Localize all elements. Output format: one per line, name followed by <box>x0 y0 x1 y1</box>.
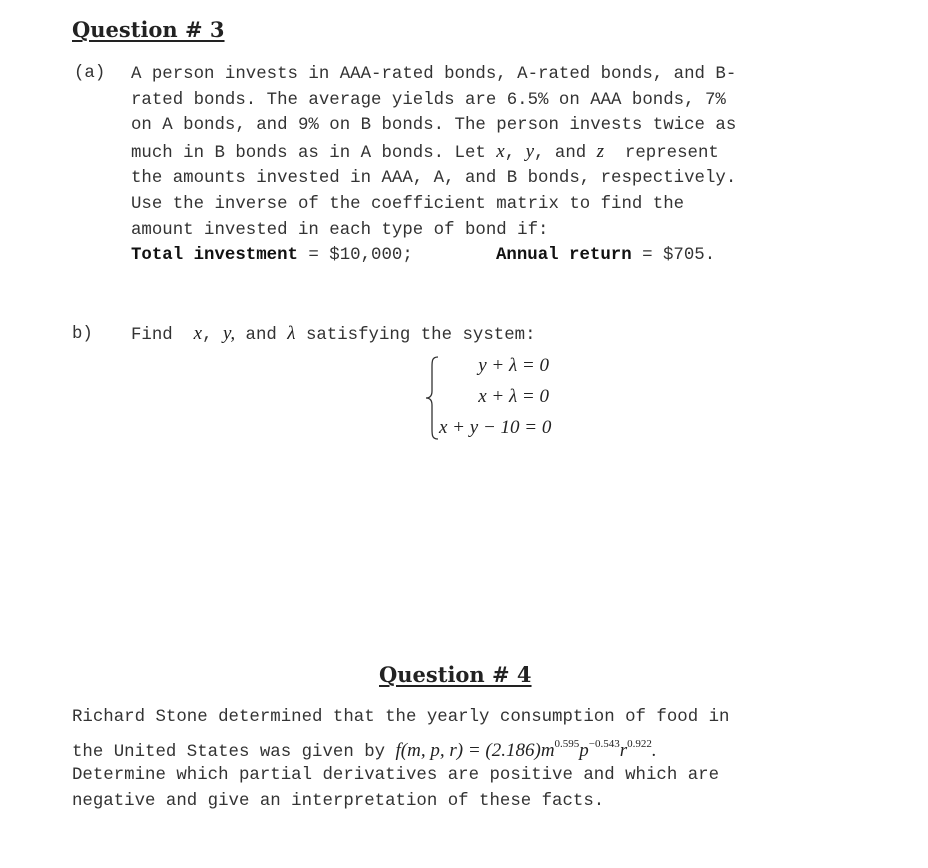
part-a-line-2: rated bonds. The average yields are 6.5% on AAA bonds, 7% <box>131 91 726 110</box>
question-4-line-2 <box>72 738 657 762</box>
equation-2: x + λ = 0 <box>478 386 549 407</box>
formula-lhs: f(m, p, r) = (2.186) <box>395 740 541 761</box>
equation-3: x + y − 10 = 0 <box>439 417 552 438</box>
part-a-line-1: A person invests in AAA-rated bonds, A-rated bonds, and B- <box>131 65 737 84</box>
question-4-line-4: negative and give an interpretation of these facts. <box>72 792 605 811</box>
var-x: x <box>496 141 505 162</box>
question-3-title: Question # 3 <box>72 17 225 42</box>
var-y: y <box>525 141 535 162</box>
annual-return-label: Annual return <box>496 246 632 265</box>
represent-word: represent <box>624 144 719 163</box>
part-a-line-7: amount invested in each type of bond if: <box>131 221 549 240</box>
part-a-line-3: on A bonds, and 9% on B bonds. The person invests twice as <box>131 116 737 135</box>
var-lambda: λ <box>287 323 296 344</box>
formula-p: p <box>579 740 589 761</box>
part-b-label: b) <box>72 325 93 344</box>
part-a-line-4: much in B bonds as in A bonds. Let x, y, and z represent <box>131 141 719 163</box>
var-x: x <box>193 323 203 344</box>
formula-m: m <box>540 740 555 761</box>
formula-end: . <box>651 740 657 761</box>
var-y: y, <box>222 323 236 344</box>
annual-return-value: = $705. <box>642 246 716 265</box>
part-a-line-4-text: much in B bonds as in A bonds. Let <box>131 144 486 163</box>
question-4-line-1: Richard Stone determined that the yearly consumption of food in <box>72 708 730 727</box>
part-b-prompt: Find x, y, and λ satisfying the system: <box>131 323 536 345</box>
formula-r: r <box>619 740 628 761</box>
system-tail: satisfying the system: <box>305 326 536 345</box>
part-a-label: (a) <box>74 64 106 83</box>
formula-m-exp: 0.595 <box>554 738 580 750</box>
and-word: and <box>554 144 587 163</box>
total-investment-value: = $10,000; <box>308 246 413 265</box>
question-4-title: Question # 4 <box>379 662 532 687</box>
formula-p-exp: −0.543 <box>588 738 620 750</box>
and-word: and <box>245 326 277 345</box>
part-a-line-6: Use the inverse of the coefficient matrix to find the <box>131 195 685 214</box>
total-investment-label: Total investment <box>131 246 298 265</box>
var-z: z <box>596 141 605 162</box>
food-formula <box>396 740 657 761</box>
find-word: Find <box>131 326 173 345</box>
equation-1: y + λ = 0 <box>478 355 549 376</box>
question-4-line-2-text: the United States was given by <box>72 743 386 762</box>
part-a-conditions <box>131 243 413 268</box>
formula-r-exp: 0.922 <box>627 738 652 750</box>
question-4-line-3: Determine which partial derivatives are positive and which are <box>72 766 720 785</box>
part-a-line-5: the amounts invested in AAA, A, and B bonds, respectively. <box>131 169 737 188</box>
part-a-return <box>496 243 715 268</box>
